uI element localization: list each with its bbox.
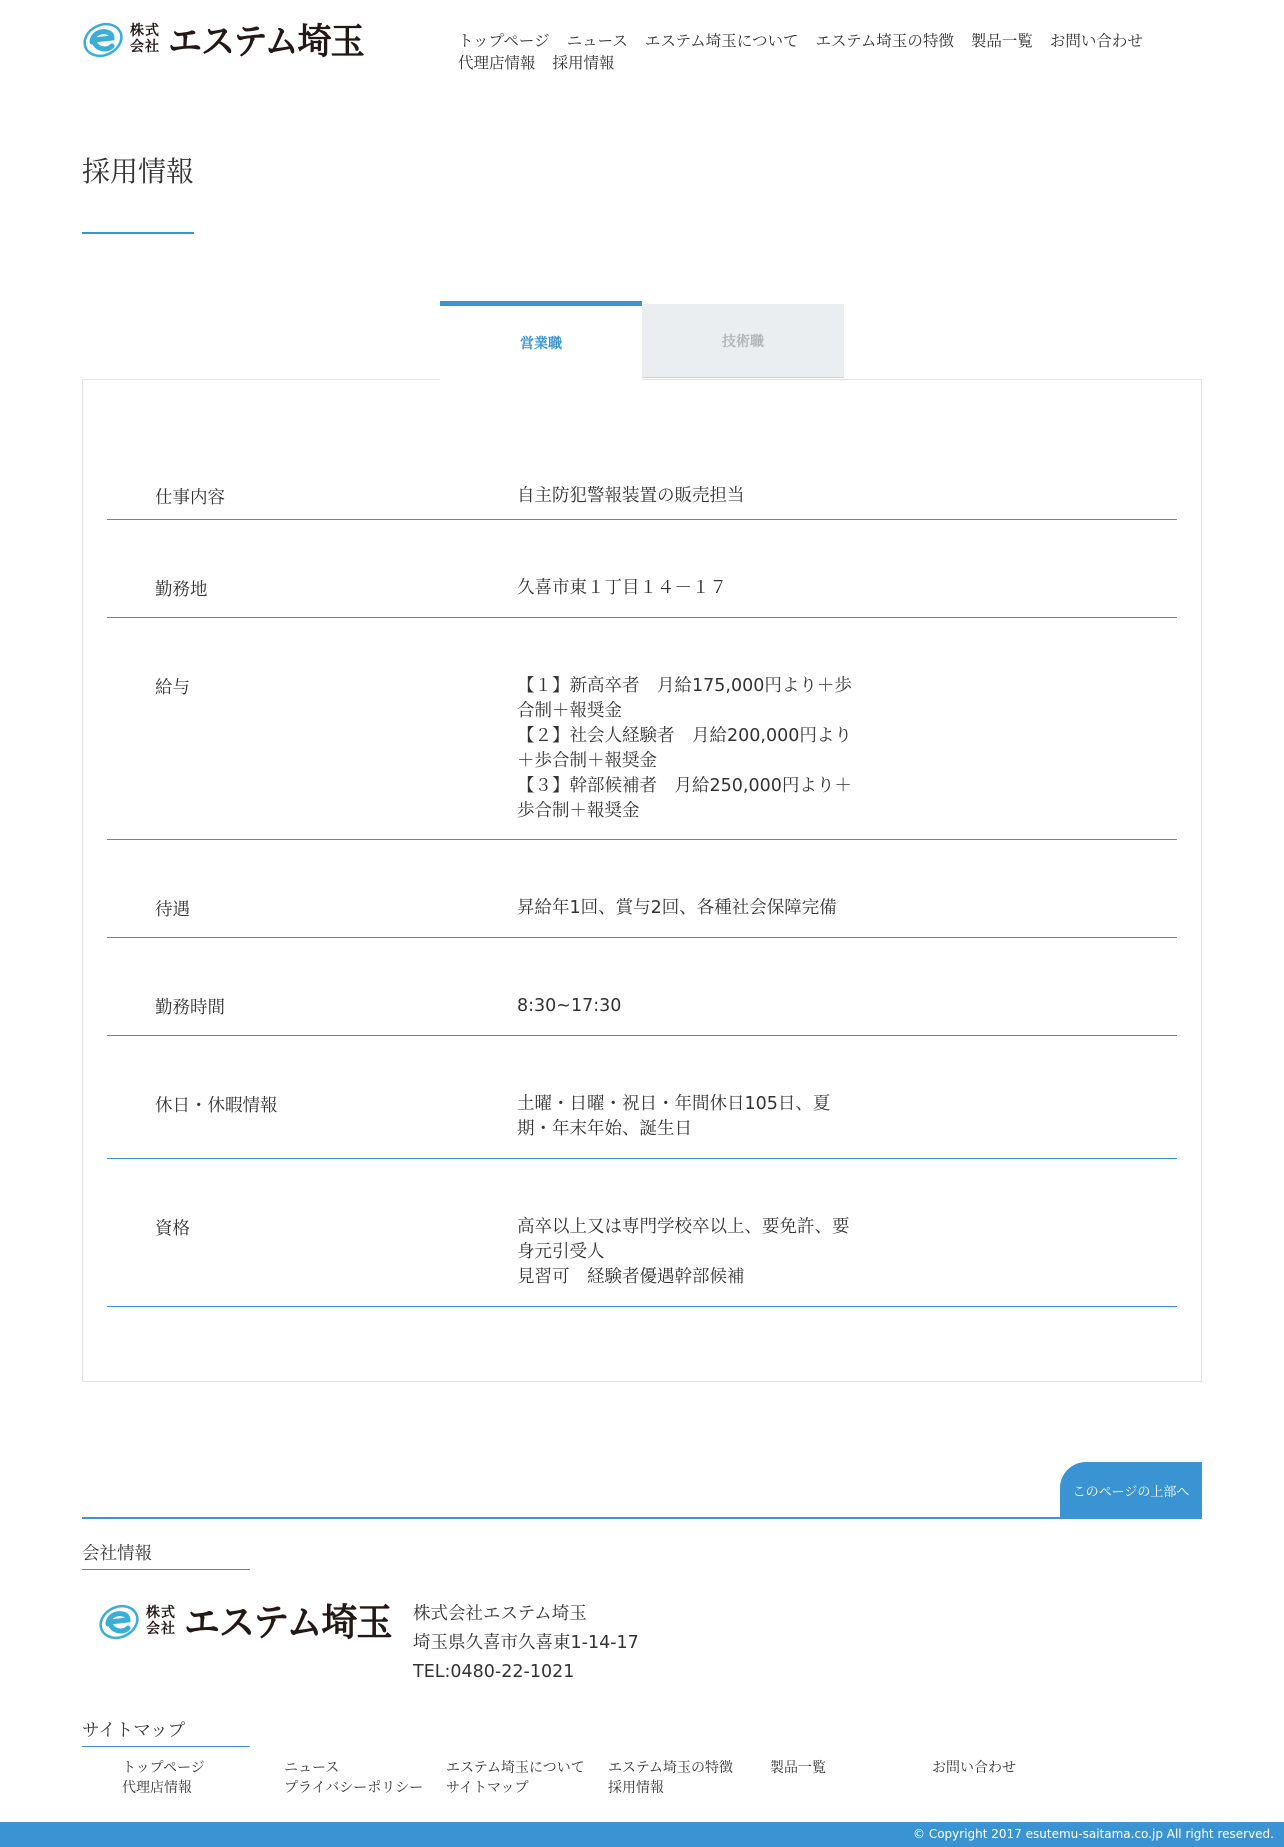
nav-link-products[interactable]: 製品一覧 [970,32,1033,50]
job-row-value [517,484,867,509]
e-mark-icon [98,1600,140,1642]
footer-logo[interactable] [98,1595,391,1646]
job-row-label: 仕事内容 [155,488,225,508]
job-row-value [517,896,1017,921]
company-heading-underline [82,1569,250,1570]
site-header [0,0,1284,90]
value-line: 昇給年1回、賞与2回、各種社会保障完備 [517,898,837,918]
e-mark-icon [82,18,124,60]
job-row-holidays [107,1036,1177,1159]
site-logo[interactable] [82,14,364,63]
job-row-location [107,520,1177,618]
company-phone: TEL:0480-22-1021 [413,1662,575,1682]
global-nav [458,30,1198,74]
tab-engineering[interactable]: 技術職 [642,304,844,378]
sitemap-link-recruit[interactable]: 採用情報 [608,1780,664,1796]
title-underline [82,232,194,234]
job-row-qualifications [107,1159,1177,1307]
value-line: 期・年末年始、誕生日 [517,1119,692,1139]
sitemap-links [122,1758,1202,1798]
copyright-bar [0,1822,1284,1847]
nav-link-about[interactable]: エステム埼玉について [644,32,799,50]
logo-kabu-top: 株式 [130,22,160,39]
job-row-value [517,994,867,1019]
job-row-value [517,576,867,601]
logo-kabu-bottom: 会社 [130,38,160,55]
sitemap-link-news[interactable]: ニュース [284,1760,340,1776]
value-line: 【３】幹部候補者 月給250,000円より＋ [517,776,852,796]
value-line: 高卒以上又は専門学校卒以上、要免許、要 [517,1217,850,1237]
company-address [413,1600,639,1687]
value-line: 【２】社会人経験者 月給200,000円より [517,726,852,746]
page-top-button[interactable]: このページの上部へ [1060,1462,1202,1518]
value-line: 8:30~17:30 [517,996,622,1016]
nav-link-features[interactable]: エステム埼玉の特徴 [815,32,954,50]
sitemap-row-2 [122,1778,1202,1798]
tab-sales[interactable]: 営業職 [440,301,642,380]
sitemap-link-privacy[interactable]: プライバシーポリシー [284,1780,424,1796]
value-line: 身元引受人 [517,1242,605,1262]
job-row-value [517,1092,867,1142]
job-row-salary [107,618,1177,840]
sitemap-link-products[interactable]: 製品一覧 [770,1760,826,1776]
job-row-label: 資格 [155,1219,190,1239]
value-line: 見習可 経験者優遇幹部候補 [517,1267,745,1287]
sitemap-link-contact[interactable]: お問い合わせ [932,1760,1016,1776]
job-tabs [440,301,844,379]
copyright-text: © Copyright 2017 esutemu-saitama.co.jp All right reserved. [913,1827,1274,1841]
nav-link-contact[interactable]: お問い合わせ [1049,32,1143,50]
sitemap-row-1 [122,1758,1202,1778]
job-row-description [107,428,1177,520]
value-line: 久喜市東１丁目１４－１７ [517,578,727,598]
global-nav-row-1 [458,30,1198,52]
sitemap-link-about[interactable]: エステム埼玉について [446,1760,585,1776]
sitemap-heading: サイトマップ [82,1721,186,1741]
nav-link-news[interactable]: ニュース [566,32,628,50]
value-line: 合制＋報奨金 [517,701,622,721]
logo-company-name: エステム埼玉 [184,1602,392,1646]
company-info-heading: 会社情報 [82,1544,152,1564]
logo-company-name: エステム埼玉 [168,21,364,64]
sitemap-link-sitemap[interactable]: サイトマップ [446,1780,529,1796]
logo-kabu-top: 株式 [146,1604,176,1621]
value-line: 歩合制＋報奨金 [517,801,640,821]
job-row-value [517,1215,867,1290]
job-details-panel [82,379,1202,1382]
job-row-label: 勤務時間 [155,998,225,1018]
job-row-value [517,674,867,824]
job-row-label: 休日・休暇情報 [155,1096,278,1116]
value-line: 【１】新高卒者 月給175,000円より＋歩 [517,676,852,696]
global-nav-row-2 [458,52,1198,74]
sitemap-link-top[interactable]: トップページ [122,1760,205,1776]
page-title: 採用情報 [82,155,195,188]
sitemap-link-agency[interactable]: 代理店情報 [122,1780,192,1796]
job-row-hours [107,938,1177,1036]
logo-kabu-bottom: 会社 [146,1620,176,1637]
value-line: 自主防犯警報装置の販売担当 [517,486,745,506]
job-row-label: 待遇 [155,900,190,920]
company-name: 株式会社エステム埼玉 [413,1604,587,1624]
footer-divider [82,1517,1202,1519]
value-line: ＋歩合制＋報奨金 [517,751,657,771]
company-street-address: 埼玉県久喜市久喜東1-14-17 [413,1633,639,1653]
job-row-label: 勤務地 [155,580,208,600]
sitemap-link-features[interactable]: エステム埼玉の特徴 [608,1760,734,1776]
value-line: 土曜・日曜・祝日・年間休日105日、夏 [517,1094,831,1114]
job-row-label: 給与 [155,678,190,698]
nav-link-agency[interactable]: 代理店情報 [458,54,536,72]
nav-link-recruit[interactable]: 採用情報 [552,54,615,72]
nav-link-top[interactable]: トップページ [458,32,550,50]
job-row-benefits [107,840,1177,938]
sitemap-heading-underline [82,1746,250,1747]
